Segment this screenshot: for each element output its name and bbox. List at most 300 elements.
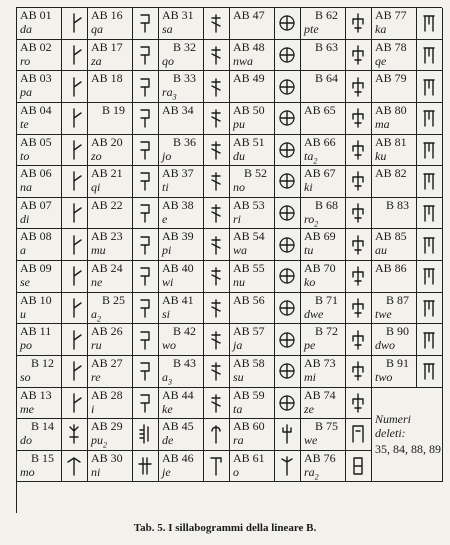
syllabogram-glyph-icon [418,168,440,195]
syllabogram-glyph-icon [134,231,156,258]
sign-cell [230,103,301,135]
cell-divider [61,8,62,39]
sign-number: AB 58 [233,355,265,370]
sign-cell [372,229,443,261]
sign-value: ra [233,433,244,448]
sign-value: ta [233,401,243,416]
sign-number: B 43 [172,355,196,370]
cell-divider [132,8,133,39]
sign-number: AB 17 [91,39,123,54]
sign-value: ki [304,180,313,195]
sign-value: so [20,369,31,384]
cell-divider [61,135,62,166]
sign-cell [88,451,159,483]
cell-divider [61,71,62,102]
syllabogram-glyph-icon [205,390,227,417]
syllabogram-glyph-icon [347,168,369,195]
cell-divider [203,71,204,102]
sign-value: $ro_2$ [304,211,319,229]
sign-cell [159,40,230,72]
cell-divider [203,356,204,387]
sign-value: ze [304,401,314,416]
sign-cell [88,261,159,293]
cell-divider [416,135,417,166]
cell-divider [61,293,62,324]
sign-number: AB 77 [375,8,407,22]
syllabogram-glyph-icon [134,10,156,37]
cell-divider [61,261,62,292]
cell-divider [132,166,133,197]
sign-cell [88,135,159,167]
sign-value: de [162,433,174,448]
sign-value-subscript: 2 [103,440,107,450]
sign-number: AB 60 [233,419,265,434]
syllabogram-glyph-icon [134,105,156,132]
syllabogram-glyph-icon [205,358,227,385]
sign-number: AB 13 [20,387,52,402]
sign-cell [159,419,230,451]
sign-cell [301,103,372,135]
sign-cell [88,356,159,388]
sign-value-subscript: 2 [314,219,319,229]
sign-number: AB 76 [304,450,336,465]
cell-divider [274,261,275,292]
table-caption: Tab. 5. I sillabogrammi della lineare B. [133,522,317,534]
cell-divider [345,388,346,419]
syllabogram-glyph-icon [205,295,227,322]
sign-value: qo [162,53,174,68]
sign-value: ri [233,211,242,226]
sign-value: te [20,116,29,131]
sign-value: qa [91,22,103,36]
sign-value: da [20,22,32,36]
syllabogram-glyph-icon [276,453,298,480]
syllabogram-glyph-icon [63,358,85,385]
sign-value: pte [304,22,319,36]
sign-number: B 71 [314,292,338,307]
syllabogram-glyph-icon [63,231,85,258]
cell-divider [203,135,204,166]
sign-value-subscript: 2 [313,155,318,165]
syllabogram-glyph-icon [134,200,156,227]
sign-value: $a_3$ [162,369,172,387]
sign-value: sa [162,22,173,36]
sign-value: qi [91,180,101,195]
sign-number: AB 54 [233,229,265,244]
syllabogram-glyph-icon [418,200,440,227]
cell-divider [132,229,133,260]
syllabogram-glyph-icon [63,73,85,100]
sign-value: mo [20,464,35,479]
cell-divider [416,293,417,324]
syllabogram-glyph-icon [276,73,298,100]
sign-cell [301,71,372,103]
sign-cell [372,166,443,198]
sign-cell [230,71,301,103]
sign-number: B 75 [314,419,338,434]
sign-value: pa [20,85,32,100]
cell-divider [345,198,346,229]
cell-divider [132,388,133,419]
sign-number: AB 41 [162,292,194,307]
sign-number: AB 22 [91,197,123,212]
sign-number: AB 05 [20,134,52,149]
sign-number: AB 73 [304,355,336,370]
syllabogram-glyph-icon [63,168,85,195]
cell-divider [61,40,62,71]
sign-cell [17,388,88,420]
sign-cell [17,135,88,167]
cell-divider [274,324,275,355]
cell-divider [203,198,204,229]
sign-value: ro [20,53,31,68]
cell-divider [203,388,204,419]
sign-value: za [91,53,102,68]
sign-value: ja [233,338,243,353]
sign-number: AB 20 [91,134,123,149]
sign-value: no [233,180,245,195]
sign-value: ke [162,401,173,416]
cell-divider [274,198,275,229]
cell-divider [203,293,204,324]
sign-number: AB 59 [233,387,265,402]
sign-value: ko [304,275,316,289]
sign-value: wo [162,338,177,353]
sign-number: B 87 [385,292,409,307]
sign-cell [301,388,372,420]
syllabogram-glyph-icon [276,263,298,290]
syllabogram-glyph-icon [205,421,227,448]
cell-divider [345,229,346,260]
sign-cell [159,388,230,420]
sign-cell [88,166,159,198]
sign-cell [159,451,230,483]
sign-number: AB 67 [304,166,336,181]
cell-divider [274,8,275,39]
syllabogram-glyph-icon [418,263,440,290]
sign-value: tu [304,243,314,258]
syllabogram-glyph-icon [418,42,440,69]
sign-value-subscript: 2 [314,472,319,482]
sign-cell [301,135,372,167]
sign-number: AB 51 [233,134,265,149]
sign-number: AB 79 [375,71,407,86]
sign-cell [88,419,159,451]
cell-divider [416,71,417,102]
cell-divider [132,324,133,355]
sign-value: ti [162,180,169,195]
sign-number: B 90 [385,324,409,339]
syllabogram-glyph-icon [276,390,298,417]
syllabogram-glyph-icon [134,263,156,290]
cell-divider [61,419,62,450]
sign-cell [159,135,230,167]
sign-value: au [375,243,387,258]
sign-cell [301,419,372,451]
sign-value: i [91,401,95,416]
sign-cell [372,40,443,72]
sign-number: B 33 [172,71,196,86]
sign-value: $ra_3$ [162,85,177,102]
cell-divider [345,8,346,39]
sign-cell [372,324,443,356]
sign-cell [301,451,372,483]
cell-divider [416,324,417,355]
sign-cell [88,40,159,72]
cell-divider [274,229,275,260]
sign-number: AB 55 [233,261,265,275]
sign-cell [230,261,301,293]
sign-cell [159,324,230,356]
syllabogram-table [16,7,442,513]
syllabogram-glyph-icon [347,358,369,385]
cell-divider [132,293,133,324]
syllabogram-glyph-icon [418,326,440,353]
cell-divider [203,8,204,39]
sign-cell [301,40,372,72]
sign-cell [230,8,301,40]
sign-cell [17,71,88,103]
sign-cell [230,356,301,388]
sign-value-subscript: 3 [172,92,177,102]
sign-value: me [20,401,34,416]
sign-number: AB 57 [233,324,265,339]
syllabogram-glyph-icon [205,42,227,69]
syllabogram-glyph-icon [347,421,369,448]
sign-value: mi [304,369,316,384]
sign-cell [230,388,301,420]
syllabogram-glyph-icon [134,168,156,195]
sign-number: AB 46 [162,450,194,465]
cell-divider [132,419,133,450]
syllabogram-glyph-icon [276,231,298,258]
syllabogram-glyph-icon [134,42,156,69]
sign-value: u [20,306,26,321]
sign-value: se [20,275,30,289]
cell-divider [132,103,133,134]
sign-number: AB 10 [20,292,52,307]
sign-number: AB 80 [375,102,407,117]
sign-number: AB 69 [304,229,336,244]
syllabogram-glyph-icon [134,390,156,417]
sign-cell [88,103,159,135]
sign-value: $ta_2$ [304,148,318,165]
sign-number: AB 66 [304,134,336,149]
sign-value: nu [233,275,245,289]
cell-divider [345,71,346,102]
sign-cell [88,293,159,325]
cell-divider [61,324,62,355]
sign-number: B 32 [172,39,196,54]
sign-number: B 91 [385,355,409,370]
deleted-numbers-list: 35, 84, 88, 89 [375,442,441,457]
syllabogram-glyph-icon [276,358,298,385]
cell-divider [345,419,346,450]
cell-divider [203,419,204,450]
sign-number: AB 70 [304,261,336,275]
syllabogram-glyph-icon [134,421,156,448]
cell-divider [274,293,275,324]
syllabogram-glyph-icon [134,295,156,322]
sign-value: ni [91,464,101,479]
sign-value: pu [233,116,245,131]
sign-cell [17,419,88,451]
sign-cell [88,198,159,230]
sign-number: AB 16 [91,8,123,22]
sign-cell [17,356,88,388]
syllabogram-glyph-icon [205,326,227,353]
cell-divider [416,166,417,197]
sign-value: do [20,433,32,448]
syllabogram-glyph-icon [418,137,440,164]
cell-divider [345,451,346,482]
sign-cell [230,419,301,451]
syllabogram-glyph-icon [347,295,369,322]
sign-number: B 52 [243,166,267,181]
cell-divider [203,103,204,134]
cell-divider [61,103,62,134]
sign-number: B 72 [314,324,338,339]
sign-number: AB 37 [162,166,194,181]
sign-cell [88,388,159,420]
sign-cell [159,166,230,198]
sign-value: dwo [375,338,396,353]
sign-number: AB 38 [162,197,194,212]
sign-number: AB 53 [233,197,265,212]
syllabogram-glyph-icon [276,137,298,164]
sign-number: AB 34 [162,102,194,117]
sign-number: AB 31 [162,8,194,22]
syllabogram-glyph-icon [418,10,440,37]
syllabogram-glyph-icon [276,42,298,69]
syllabogram-glyph-icon [205,137,227,164]
sign-number: AB 09 [20,261,52,275]
sign-value: qe [375,53,387,68]
sign-number: B 25 [101,292,125,307]
sign-value: ka [375,22,387,36]
sign-number: AB 45 [162,419,194,434]
sign-value: je [162,464,171,479]
sign-number: AB 65 [304,102,336,117]
cell-divider [203,261,204,292]
sign-value: twe [375,306,392,321]
sign-value: ma [375,116,390,131]
sign-value: we [304,433,318,448]
sign-number: AB 56 [233,292,265,307]
sign-value: ne [91,275,103,289]
syllabogram-glyph-icon [276,168,298,195]
cell-divider [203,166,204,197]
sign-cell [301,166,372,198]
cell-divider [345,40,346,71]
sign-value: su [233,369,244,384]
sign-number: AB 44 [162,387,194,402]
sign-value-subscript: 2 [97,314,101,324]
sign-cell [159,71,230,103]
syllabogram-glyph-icon [418,231,440,258]
sign-number: AB 29 [91,419,123,434]
sign-cell [230,451,301,483]
syllabogram-glyph-icon [205,105,227,132]
sign-number: B 12 [30,355,54,370]
sign-number: B 64 [314,71,338,86]
sign-value: two [375,369,393,384]
syllabogram-glyph-icon [418,295,440,322]
cell-divider [274,40,275,71]
syllabogram-glyph-icon [63,326,85,353]
cell-divider [345,324,346,355]
syllabogram-glyph-icon [134,453,156,480]
sign-number: AB 39 [162,229,194,244]
sign-number: AB 26 [91,324,123,339]
sign-cell [372,135,443,167]
syllabogram-glyph-icon [347,10,369,37]
sign-value: mu [91,243,106,258]
cell-divider [345,166,346,197]
syllabogram-glyph-icon [347,73,369,100]
syllabogram-glyph-icon [205,168,227,195]
sign-number: AB 40 [162,261,194,275]
sign-number: AB 23 [91,229,123,244]
sign-number: B 19 [101,102,125,117]
syllabogram-glyph-icon [276,200,298,227]
sign-value-subscript: 3 [168,377,172,387]
sign-number: AB 08 [20,229,52,244]
sign-number: AB 49 [233,71,265,86]
sign-cell [372,71,443,103]
cell-divider [274,135,275,166]
cell-divider [132,198,133,229]
sign-value: a [20,243,26,258]
sign-number: AB 86 [375,261,407,275]
sign-cell [159,8,230,40]
sign-cell [17,261,88,293]
cell-divider [61,229,62,260]
cell-divider [416,261,417,292]
sign-cell [159,229,230,261]
sign-cell [159,293,230,325]
sign-value: ru [91,338,102,353]
sign-value: jo [162,148,172,163]
sign-value: si [162,306,171,321]
sign-cell [301,324,372,356]
sign-cell [17,293,88,325]
sign-cell [230,293,301,325]
syllabogram-glyph-icon [347,390,369,417]
cell-divider [345,103,346,134]
sign-cell [372,8,443,40]
sign-value: re [91,369,101,384]
syllabogram-glyph-icon [134,358,156,385]
cell-divider [132,40,133,71]
syllabogram-glyph-icon [418,105,440,132]
cell-divider [132,135,133,166]
sign-number: AB 27 [91,355,123,370]
sign-cell [17,40,88,72]
syllabogram-glyph-icon [347,200,369,227]
cell-divider [61,198,62,229]
cell-divider [132,261,133,292]
cell-divider [274,103,275,134]
sign-cell [88,229,159,261]
sign-cell [17,324,88,356]
sign-number: AB 01 [20,8,52,22]
syllabogram-glyph-icon [347,231,369,258]
cell-divider [416,229,417,260]
cell-divider [345,135,346,166]
cell-divider [416,198,417,229]
cell-divider [203,451,204,482]
